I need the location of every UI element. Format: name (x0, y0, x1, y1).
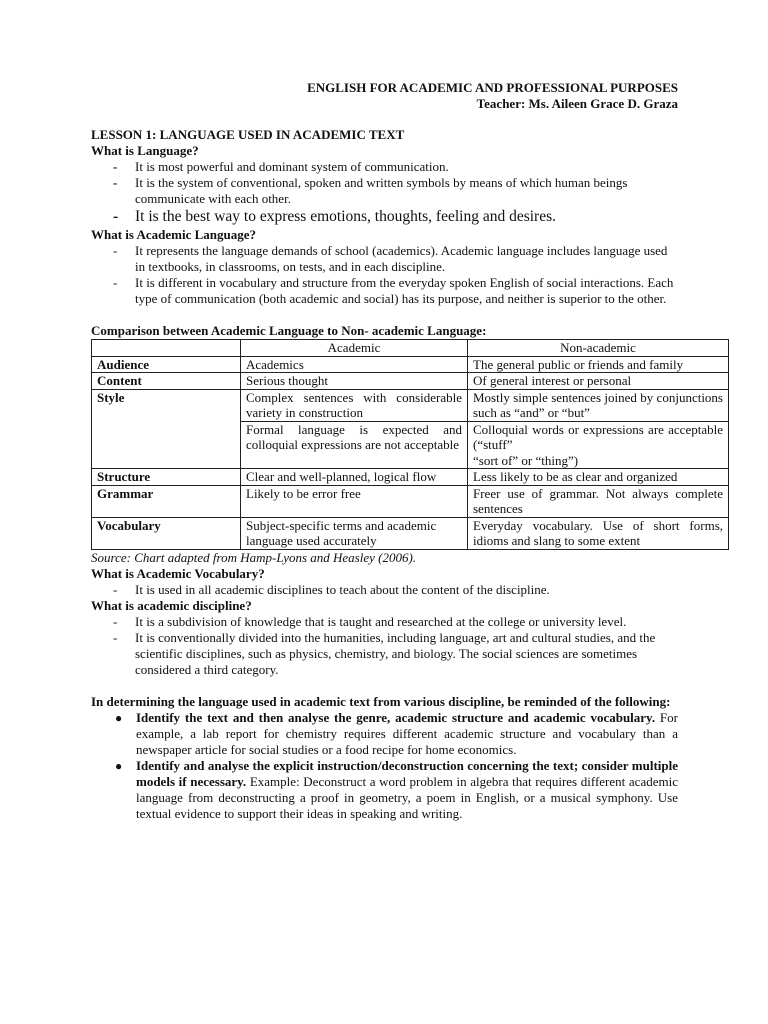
bullet-bold-text: Identify the text and then analyse the genre, academic structure and academic vocabulary. (136, 709, 656, 725)
list-item: - It is the best way to express emotions, thoughts, feeling and desires. (113, 208, 557, 225)
row-label: Content (92, 373, 241, 390)
academic-discipline-list (91, 614, 678, 678)
academic-cell: Clear and well-planned, logical flow (241, 469, 468, 486)
column-header-academic: Academic (241, 340, 468, 357)
document-body (91, 127, 723, 822)
academic-cell: Subject-specific terms and academic language used accurately (241, 517, 468, 549)
table-row (92, 373, 729, 390)
nonacademic-cell: Everyday vocabulary. Use of short forms, idioms and slang to some extent (468, 517, 729, 549)
list-item: - It is different in vocabulary and structure from the everyday spoken English of social interactions. Each type of communication (both academic and social) has its purpose, and neither is superior to the other. (113, 275, 674, 306)
what-is-language-heading: What is Language? (91, 143, 199, 158)
dash-marker: - (113, 208, 119, 225)
list-item: - It represents the language demands of school (academics). Academic language includes language used in textbooks, in classrooms, on tests, and in each discipline. (113, 243, 668, 274)
nonacademic-cell: Mostly simple sentences joined by conjunctions such as “and” or “but” (468, 389, 729, 421)
list-item (91, 710, 678, 758)
list-item: - It is most powerful and dominant system of communication. (113, 159, 449, 174)
dash-marker: - (113, 581, 118, 597)
dash-marker: - (113, 275, 118, 290)
table-header-row (92, 340, 729, 357)
nonacademic-cell: Freer use of grammar. Not always complete sentences (468, 485, 729, 517)
dash-marker: - (113, 175, 118, 190)
comparison-title: Comparison between Academic Language to Non- academic Language: (91, 323, 487, 338)
nonacademic-cell: Less likely to be as clear and organized (468, 469, 729, 486)
bullet-icon: ● (115, 710, 123, 725)
table-row (92, 389, 729, 421)
academic-cell: Serious thought (241, 373, 468, 390)
course-title: ENGLISH FOR ACADEMIC AND PROFESSIONAL PURPOSES (307, 80, 678, 95)
table-source: Source: Chart adapted from Hamp-Lyons and Heasley (2006). (91, 549, 417, 565)
academic-vocabulary-list (91, 582, 678, 598)
comparison-table (91, 339, 729, 550)
language-list (91, 159, 678, 227)
row-label: Structure (92, 469, 241, 486)
academic-cell: Formal language is expected and colloquial expressions are not acceptable (241, 421, 468, 469)
row-label: Audience (92, 356, 241, 373)
nonacademic-line: Colloquial words or expressions are acceptable (“stuff” (473, 421, 723, 452)
academic-discipline-heading: What is academic discipline? (91, 597, 252, 613)
row-label: Style (92, 389, 241, 469)
reminder-list (91, 710, 678, 822)
row-label: Grammar (92, 485, 241, 517)
table-row (92, 356, 729, 373)
dash-marker: - (113, 243, 118, 258)
bullet-icon: ● (115, 758, 123, 773)
table-row (92, 517, 729, 549)
nonacademic-cell: The general public or friends and family (468, 356, 729, 373)
bullet-text: For example, a lab report for chemistry requires different academic structure and vocabulary than a newspaper article for social studies or a food recipe for home economics. (136, 709, 678, 757)
nonacademic-cell (468, 421, 729, 469)
academic-cell: Likely to be error free (241, 485, 468, 517)
table-row (92, 485, 729, 517)
academic-cell: Academics (241, 356, 468, 373)
dash-marker: - (113, 613, 118, 629)
list-item: - It is used in all academic disciplines to teach about the content of the discipline. (113, 581, 550, 597)
document-header (307, 80, 678, 112)
academic-language-list (91, 243, 678, 307)
dash-marker: - (113, 159, 118, 174)
lesson-title: LESSON 1: LANGUAGE USED IN ACADEMIC TEXT (91, 127, 405, 142)
list-item: - It is a subdivision of knowledge that is taught and researched at the college or university level. (113, 613, 627, 629)
teacher-name: Teacher: Ms. Aileen Grace D. Graza (476, 96, 678, 111)
table-row (92, 469, 729, 486)
empty-header-cell (92, 340, 241, 357)
row-label: Vocabulary (92, 517, 241, 549)
list-item: - It is conventionally divided into the humanities, including language, art and cultural studies, and the scientific disciplines, such as physics, chemistry, and biology. The social sciences are sometimes considered a third category. (113, 629, 656, 677)
column-header-nonacademic: Non-academic (468, 340, 729, 357)
academic-vocabulary-heading: What is Academic Vocabulary? (91, 565, 265, 581)
list-item: - It is the system of conventional, spoken and written symbols by means of which human beings communicate with each other. (113, 175, 628, 206)
nonacademic-cell: Of general interest or personal (468, 373, 729, 390)
dash-marker: - (113, 629, 118, 645)
bullet-bold-text: Identify and analyse the explicit instruction/deconstruction concerning the text; consider multiple models if necessary. (136, 757, 678, 789)
list-item (91, 758, 678, 822)
academic-cell: Complex sentences with considerable variety in construction (241, 389, 468, 421)
what-is-academic-language-heading: What is Academic Language? (91, 227, 257, 242)
bullet-text: Example: Deconstruct a word problem in algebra that requires different academic language from deconstructing a proof in geometry, a poem in English, or a musical symphony. Use textual evidence to support their ideas in speaking and writing. (136, 773, 678, 821)
reminder-heading: In determining the language used in academic text from various discipline, be reminded of the following: (91, 693, 671, 709)
nonacademic-line: “sort of” or “thing”) (473, 452, 579, 468)
